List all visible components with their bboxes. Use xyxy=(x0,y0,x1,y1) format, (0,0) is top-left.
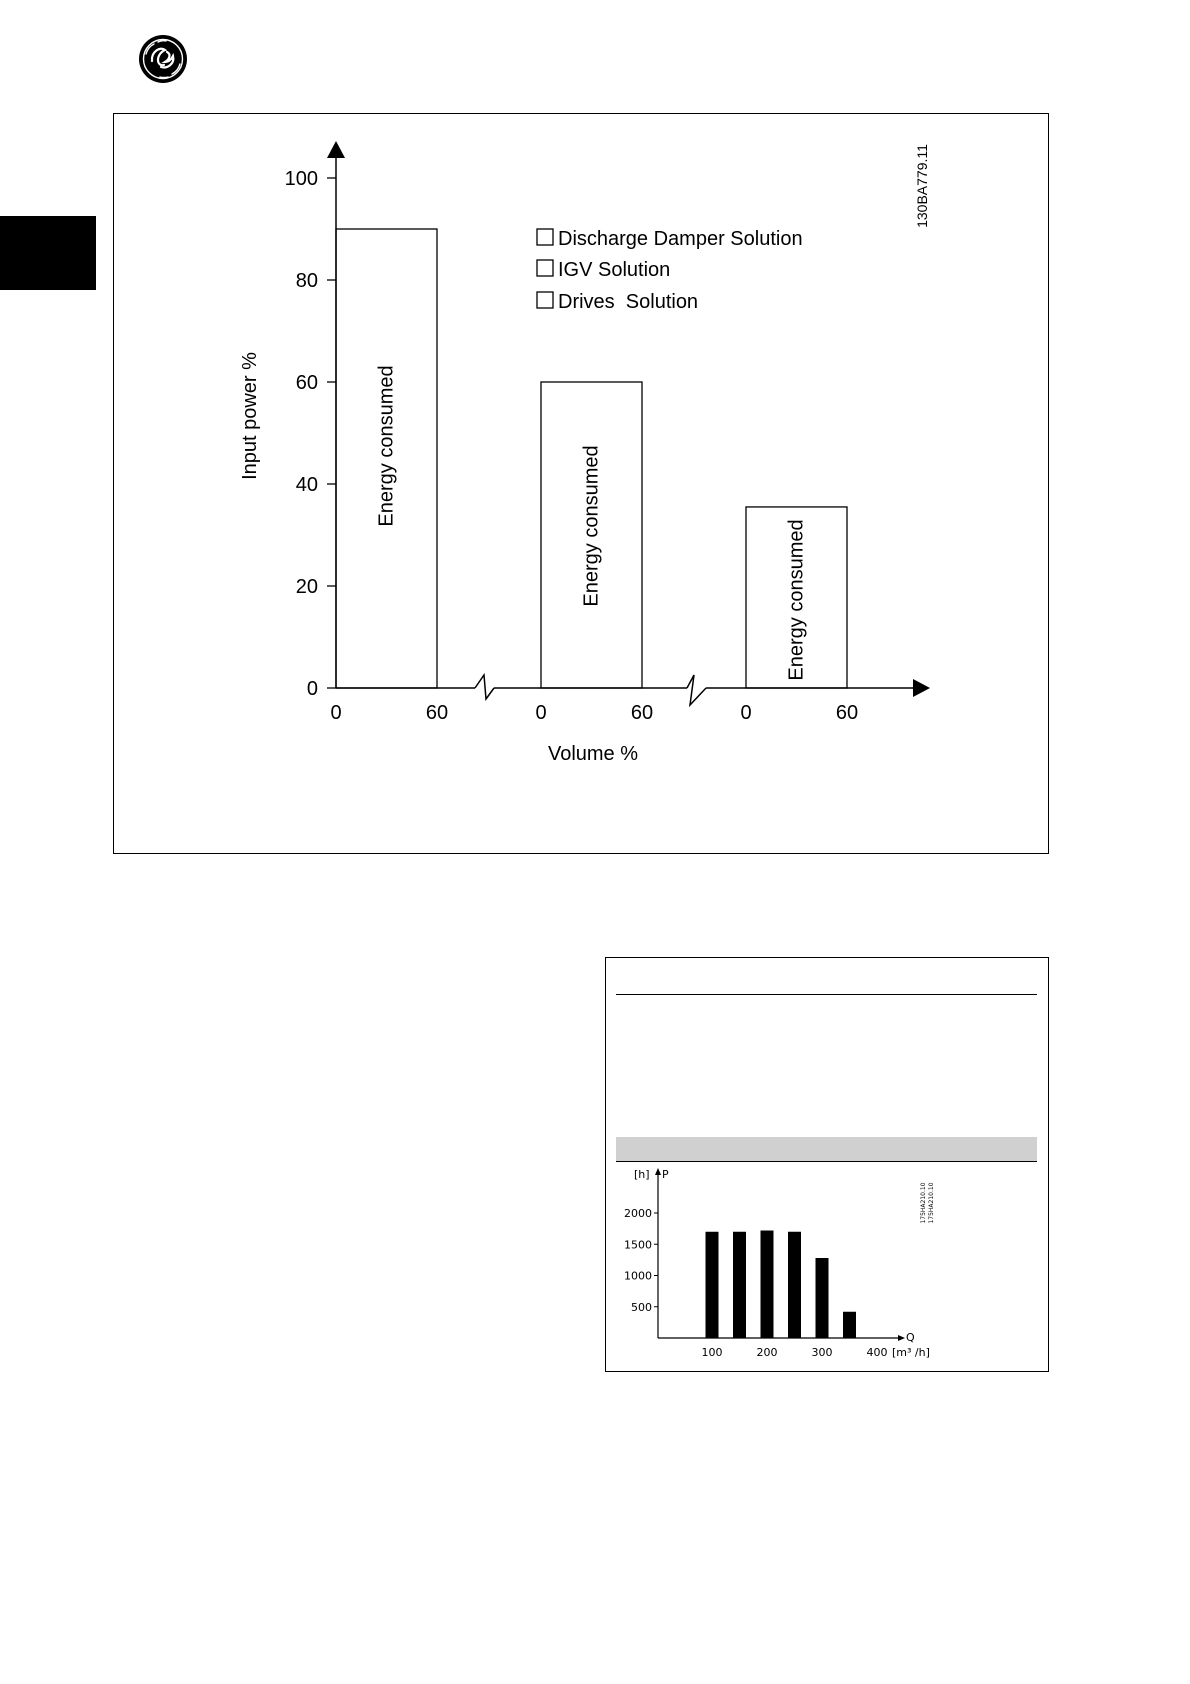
histogram-bar xyxy=(788,1232,801,1338)
y-tick-label: 500 xyxy=(631,1300,652,1314)
y-tick-label: 60 xyxy=(295,372,318,394)
x-axis-symbol: Q xyxy=(906,1331,915,1344)
y-tick-label: 80 xyxy=(295,270,318,292)
histogram-bar xyxy=(761,1231,774,1339)
y-tick-label: 20 xyxy=(295,576,318,598)
y-axis-symbol: P xyxy=(662,1168,669,1181)
y-tick-label: 100 xyxy=(284,168,318,190)
x-axis-label: Volume % xyxy=(547,743,639,765)
bar-label: Energy consumed xyxy=(580,445,603,607)
legend-item: Drives Solution xyxy=(558,291,699,313)
y-tick-label: 2000 xyxy=(624,1207,652,1220)
x-tick-label: 0 xyxy=(330,702,342,724)
legend-item: Discharge Damper Solution xyxy=(558,228,803,250)
histogram-bar xyxy=(843,1312,856,1338)
y-tick-label: 0 xyxy=(306,678,318,700)
legend-item: IGV Solution xyxy=(558,259,671,281)
x-axis-unit: [m³ /h] xyxy=(892,1346,930,1359)
histogram-bar xyxy=(706,1232,719,1338)
x-tick-label: 60 xyxy=(630,702,654,724)
y-axis-unit: [h] xyxy=(634,1168,650,1181)
figure-code: 130BA779.11 xyxy=(914,144,930,228)
x-tick-label: 0 xyxy=(740,702,752,724)
bar-label: Energy consumed xyxy=(785,519,808,681)
x-tick-label: 100 xyxy=(701,1346,723,1359)
y-tick-label: 1500 xyxy=(624,1238,652,1252)
x-tick-label: 300 xyxy=(811,1346,833,1359)
histogram-bar xyxy=(816,1258,829,1338)
figure-code: 175HA210.10 xyxy=(928,1182,935,1224)
bar-label: Energy consumed xyxy=(375,365,398,527)
y-axis-arrow-icon xyxy=(655,1168,661,1175)
figure-code: 175HA210.10 xyxy=(920,1182,927,1224)
x-tick-label: 60 xyxy=(835,702,859,724)
x-tick-label: 200 xyxy=(756,1346,778,1359)
x-axis-arrow-icon xyxy=(898,1335,905,1341)
x-tick-label: 60 xyxy=(425,702,449,724)
y-tick-label: 40 xyxy=(295,474,318,496)
y-axis-label: Input power % xyxy=(239,352,261,480)
y-tick-label: 1000 xyxy=(624,1269,652,1283)
x-tick-label: 400 xyxy=(866,1346,888,1359)
histogram-bar xyxy=(733,1232,746,1338)
x-tick-label: 0 xyxy=(535,702,547,724)
